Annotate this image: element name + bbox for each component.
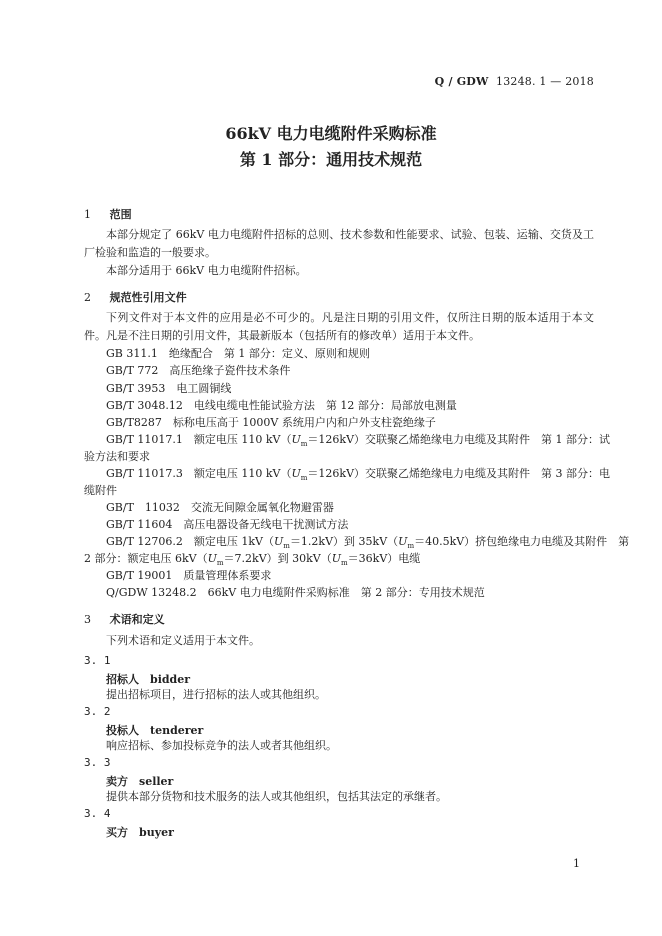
reference-item: GB 311.1 绝缘配合 第 1 部分：定义、原则和规则 <box>106 347 370 360</box>
standard-number: 13248. 1 — 2018 <box>496 75 594 88</box>
standard-code: Q / GDW <box>434 75 489 88</box>
section-number: 1 <box>84 208 91 221</box>
reference-text: ＝126kV）交联聚乙烯绝缘电力电缆及其附件 第 3 部分：电 <box>307 467 611 480</box>
term-heading: 招标人 bidder <box>106 673 191 686</box>
term-definition: 提供本部分货物和技术服务的法人或其他组织，包括其法定的承继者。 <box>106 790 447 803</box>
reference-text: ＝1.2kV）到 35kV（ <box>289 535 399 548</box>
reference-text: ＝126kV）交联聚乙烯绝缘电力电缆及其附件 第 1 部分：试 <box>307 433 611 446</box>
references-intro: 下列文件对于本文件的应用是必不可少的。凡是注日期的引用文件，仅所注日期的版本适用于本文件。凡是不注日期的引用文件，其最新版本（包括所有的修改单）适用于本文件。 <box>84 311 594 342</box>
reference-item: GB/T 3048.12 电线电缆电性能试验方法 第 12 部分：局部放电测量 <box>106 399 457 412</box>
reference-item <box>106 465 610 487</box>
reference-text: ＝36kV）电缆 <box>347 552 421 565</box>
reference-item: Q/GDW 13248.2 66kV 电力电缆附件采购标准 第 2 部分：专用技术规范 <box>106 586 485 599</box>
section-title: 规范性引用文件 <box>109 291 187 304</box>
symbol-u: U <box>207 552 217 565</box>
reference-text: ＝7.2kV）到 30kV（ <box>223 552 332 565</box>
page-number: 1 <box>573 857 580 870</box>
term-definition: 提出招标项目，进行招标的法人或其他组织。 <box>106 688 326 701</box>
section-number: 2 <box>84 291 91 304</box>
reference-item <box>106 431 610 453</box>
section-number: 3 <box>84 613 91 626</box>
reference-item: GB/T 11604 高压电器设备无线电干扰测试方法 <box>106 518 349 531</box>
clause-number: 3. 2 <box>84 705 111 718</box>
symbol-u: U <box>274 535 284 548</box>
symbol-u: U <box>331 552 342 565</box>
reference-item: GB/T 11032 交流无间隙金属氧化物避雷器 <box>106 501 334 514</box>
clause-number: 3. 4 <box>84 807 111 820</box>
reference-item: GB/T 3953 电工圆铜线 <box>106 382 232 395</box>
terms-intro: 下列术语和定义适用于本文件。 <box>106 634 260 647</box>
symbol-subscript: m <box>283 542 290 551</box>
term-definition: 响应招标、参加投标竞争的法人或者其他组织。 <box>106 739 337 752</box>
reference-continuation: 验方法和要求 <box>84 450 150 463</box>
symbol-subscript: m <box>216 559 224 568</box>
section-3-heading <box>84 611 165 627</box>
reference-item: GB/T8287 标称电压高于 1000V 系统用户内和户外支柱瓷绝缘子 <box>106 416 436 429</box>
symbol-u: U <box>398 535 408 548</box>
symbol-subscript: m <box>341 559 348 568</box>
reference-text: GB/T 11017.3 额定电压 110 kV（ <box>106 467 292 480</box>
clause-number: 3. 3 <box>84 756 111 769</box>
term-heading: 投标人 tenderer <box>106 724 204 737</box>
term-heading: 买方 buyer <box>106 826 174 839</box>
reference-text: 2 部分：额定电压 6kV（ <box>84 552 208 565</box>
section-2-heading <box>84 289 187 305</box>
scope-applicability: 本部分适用于 66kV 电力电缆附件招标。 <box>106 264 307 277</box>
symbol-u: U <box>291 433 301 446</box>
section-1-heading <box>84 206 132 222</box>
clause-number: 3. 1 <box>84 654 111 667</box>
symbol-subscript: m <box>407 542 415 551</box>
reference-item: GB/T 772 高压绝缘子瓷件技术条件 <box>106 364 291 377</box>
symbol-subscript: m <box>300 440 308 449</box>
reference-text: GB/T 12706.2 额定电压 1kV（ <box>106 535 275 548</box>
section-title: 术语和定义 <box>109 613 165 626</box>
reference-text: GB/T 11017.1 额定电压 110 kV（ <box>106 433 292 446</box>
section-title: 范围 <box>109 208 132 221</box>
reference-item: GB/T 19001 质量管理体系要求 <box>106 569 272 582</box>
scope-paragraph: 本部分规定了 66kV 电力电缆附件招标的总则、技术参数和性能要求、试验、包装、运输、交货及工厂检验和监造的一般要求。 <box>84 228 594 259</box>
document-subtitle: 第 1 部分：通用技术规范 <box>239 150 423 169</box>
standard-number-header <box>435 75 594 88</box>
document-title: 66kV 电力电缆附件采购标准 <box>225 124 437 143</box>
symbol-u: U <box>291 467 301 480</box>
term-heading: 卖方 seller <box>106 775 174 788</box>
reference-text: ＝40.5kV）挤包绝缘电力电缆及其附件 第 <box>414 535 630 548</box>
symbol-subscript: m <box>300 474 308 483</box>
reference-continuation: 缆附件 <box>84 484 117 497</box>
